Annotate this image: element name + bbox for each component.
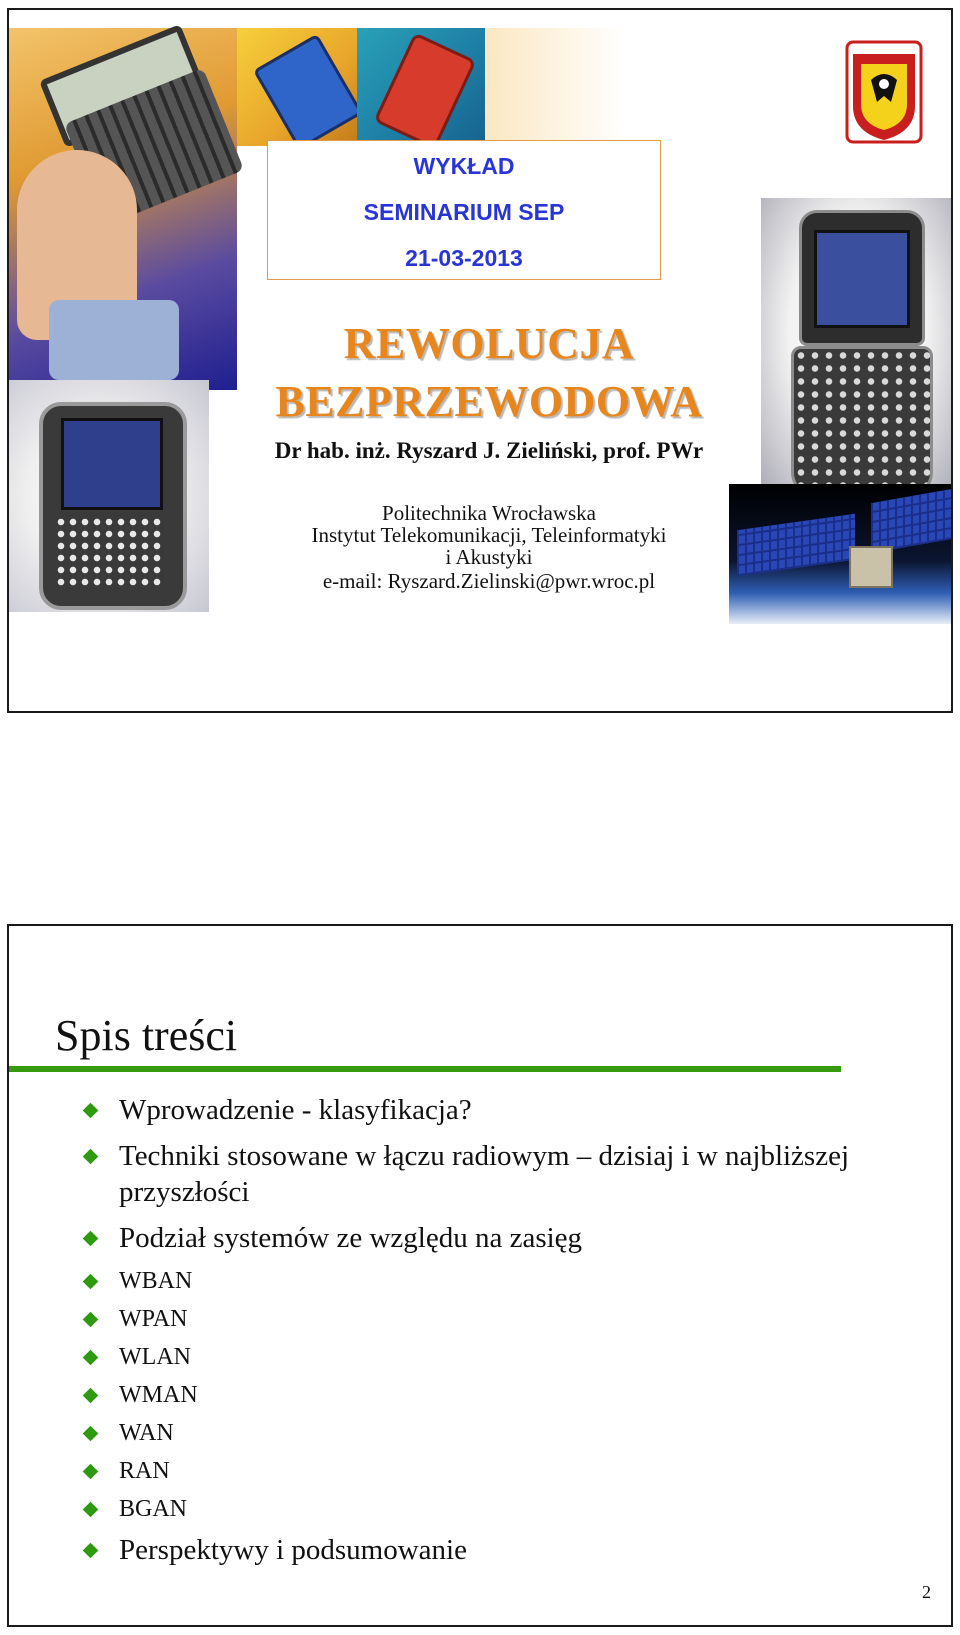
contents-item xyxy=(81,1342,911,1372)
author-name: Dr hab. inż. Ryszard J. Zieliński, prof. PWr xyxy=(274,438,704,463)
bullet-diamond-icon xyxy=(83,1274,99,1290)
bullet-diamond-icon xyxy=(83,1312,99,1328)
flip-phone-screen xyxy=(814,230,910,328)
bullet-diamond-icon xyxy=(83,1149,99,1165)
contents-item xyxy=(81,1220,911,1256)
bullet-diamond-icon xyxy=(83,1103,99,1119)
contents-item-text: RAN xyxy=(119,1458,170,1484)
contents-item-text: WBAN xyxy=(119,1268,193,1294)
bullet-diamond-icon xyxy=(83,1502,99,1518)
contents-item xyxy=(81,1266,911,1296)
contents-list xyxy=(81,1092,911,1578)
contents-slide xyxy=(7,924,953,1627)
contents-item xyxy=(81,1092,911,1128)
contents-item xyxy=(81,1456,911,1486)
shirt-cuff-image xyxy=(49,300,179,380)
title-underline xyxy=(9,1066,841,1072)
lecture-type: WYKŁAD xyxy=(413,153,515,179)
contents-item-text: WPAN xyxy=(119,1306,188,1332)
contents-item-text: Podział systemów ze względu na zasięg xyxy=(119,1222,583,1254)
bullet-diamond-icon xyxy=(83,1388,99,1404)
main-title-line-1: REWOLUCJA xyxy=(343,319,635,368)
header-glow xyxy=(485,28,625,146)
contents-item-text: Techniki stosowane w łączu radiowym – dzisiaj i w najbliższej przyszłości xyxy=(119,1140,850,1208)
title-slide xyxy=(7,8,953,713)
main-title-line-2: BEZPRZEWODOWA xyxy=(275,377,703,426)
contents-item xyxy=(81,1138,911,1210)
contents-item-text: WLAN xyxy=(119,1344,191,1370)
contents-title: Spis treści xyxy=(55,1011,238,1060)
contents-item-text: WAN xyxy=(119,1420,174,1446)
bullet-diamond-icon xyxy=(83,1464,99,1480)
pda-phone-screen xyxy=(61,418,163,510)
page-number: 2 xyxy=(922,1582,931,1602)
institute-name-line-1: Instytut Telekomunikacji, Teleinformatyki xyxy=(311,523,667,547)
contents-item xyxy=(81,1494,911,1524)
university-seal-icon xyxy=(845,40,923,144)
contents-item-text: Perspektywy i podsumowanie xyxy=(119,1534,467,1566)
bullet-diamond-icon xyxy=(83,1231,99,1247)
bullet-diamond-icon xyxy=(83,1350,99,1366)
contents-item xyxy=(81,1380,911,1410)
contents-item-text: BGAN xyxy=(119,1496,188,1522)
contents-item-text: WMAN xyxy=(119,1382,198,1408)
pda-phone-keypad xyxy=(55,516,163,586)
contents-item xyxy=(81,1304,911,1334)
contents-item xyxy=(81,1532,911,1568)
contents-item xyxy=(81,1418,911,1448)
flip-phone-keypad xyxy=(791,346,933,498)
lecture-info-box xyxy=(267,140,661,280)
satellite-body xyxy=(849,546,893,588)
contents-item-text: Wprowadzenie - klasyfikacja? xyxy=(119,1094,472,1126)
institute-name-line-2: i Akustyki xyxy=(445,545,533,569)
bullet-diamond-icon xyxy=(83,1543,99,1559)
university-name: Politechnika Wrocławska xyxy=(382,501,596,525)
lecture-date: 21-03-2013 xyxy=(405,245,523,271)
author-email: e-mail: Ryszard.Zielinski@pwr.wroc.pl xyxy=(322,569,656,593)
bullet-diamond-icon xyxy=(83,1426,99,1442)
seminar-name: SEMINARIUM SEP xyxy=(363,199,565,225)
